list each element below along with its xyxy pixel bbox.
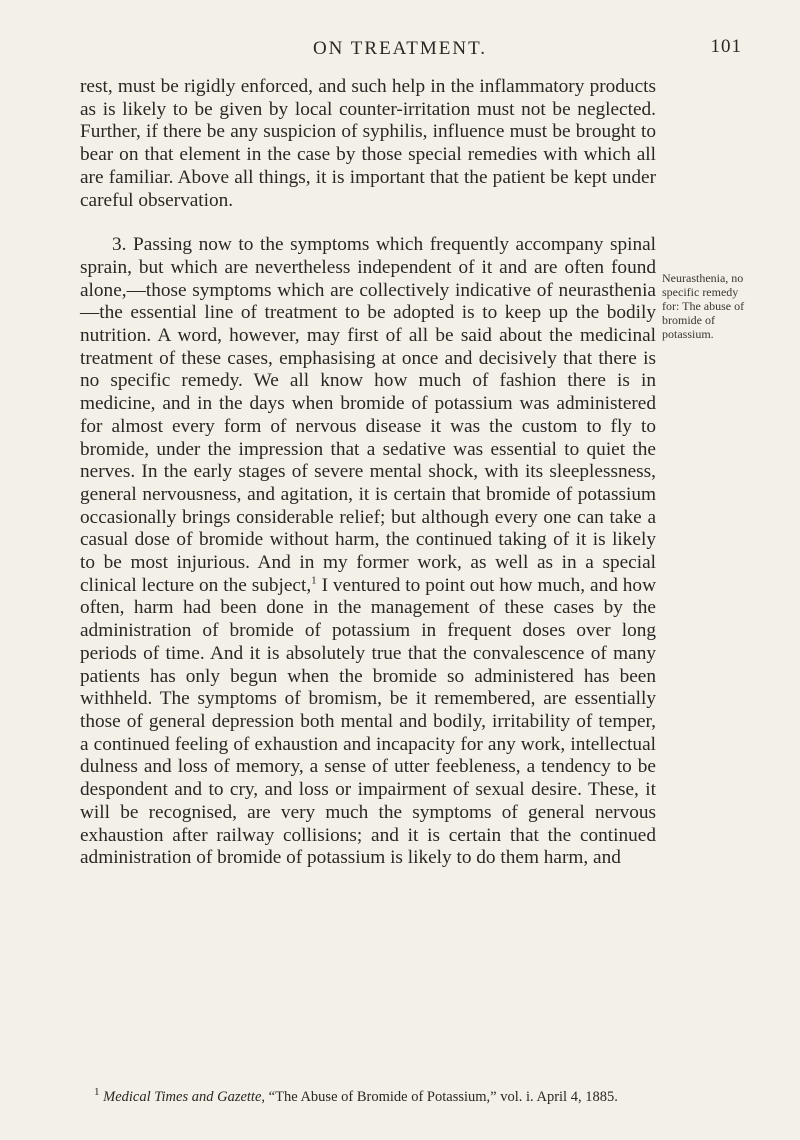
footnote-text: “The Abuse of Bromide of Potassium,” vol. i. April 4, 1885. (265, 1089, 618, 1105)
paragraph-2 (80, 234, 656, 870)
body-text (80, 76, 656, 870)
running-head (0, 36, 800, 66)
running-title: ON TREATMENT. (312, 38, 488, 59)
footnote (80, 1088, 656, 1106)
paragraph-1: rest, must be rigidly enforced, and such help in the inflammatory products as is likely to be given by local counter-irritation must not be neglected. Further, if there be any suspicion of syphilis, influence must be brought to bear on that element in the case by those special remedies with which all are familiar. Above all things, it is important that the patient be kept under careful observation. (80, 76, 656, 211)
footnote-marker: 1 (94, 1086, 100, 1099)
margin-note: Neurasthenia, no specific remedy for: The abuse of bromide of potassium. (662, 271, 745, 341)
paragraph-2-part-b: I ventured to point out how much, and how often, harm had been done in the management of these cases by the administration of bromide of potassium in frequent doses over long periods of time. And it is absolutely true that the convalescence of many patients has only begun when the bromide so administered has been withheld. The symptoms of bromism, be it remembered, are essentially those of general depression both mental and bodily, irritability of temper, a continued feeling of exhaustion and incapacity for any work, intellectual dulness and loss of memory, a sense of utter feebleness, a tendency to be despondent and to cry, and loss or impairment of sexual desire. These, it will be recognised, are very much the symptoms of general nervous exhaustion after railway collisions; and it is certain that the continued administration of bromide of potassium is likely to do them harm, and (80, 574, 656, 869)
footnote-reference: 1 (311, 574, 317, 587)
page-number: 101 (710, 36, 742, 57)
footnote-journal: Medical Times and Gazette, (103, 1089, 266, 1105)
paragraph-2-part-a: 3. Passing now to the symptoms which frequently accompany spinal sprain, but which are nevertheless independent of it and are often found alone,—those symptoms which are collectively indicative of neurasthenia—the essential line of treatment to be adopted is to keep up the bodily nutrition. A word, however, may first of all be said about the medicinal treatment of these cases, emphasising at once and decisively that there is no specific remedy. We all know how much of fashion there is in medicine, and in the days when bromide of potassium was administered for almost every form of nervous disease it was the custom to fly to bromide, under the impression that a sedative was essential to quiet the nerves. In the early stages of severe mental shock, with its sleeplessness, general nervousness, and agitation, it is certain that bromide of potassium occasionally brings considerable relief; but although every one can take a casual dose of bromide without harm, the continued taking of it is likely to be most injurious. And in my former work, as well as in a special clinical lecture on the subject, (80, 234, 656, 596)
